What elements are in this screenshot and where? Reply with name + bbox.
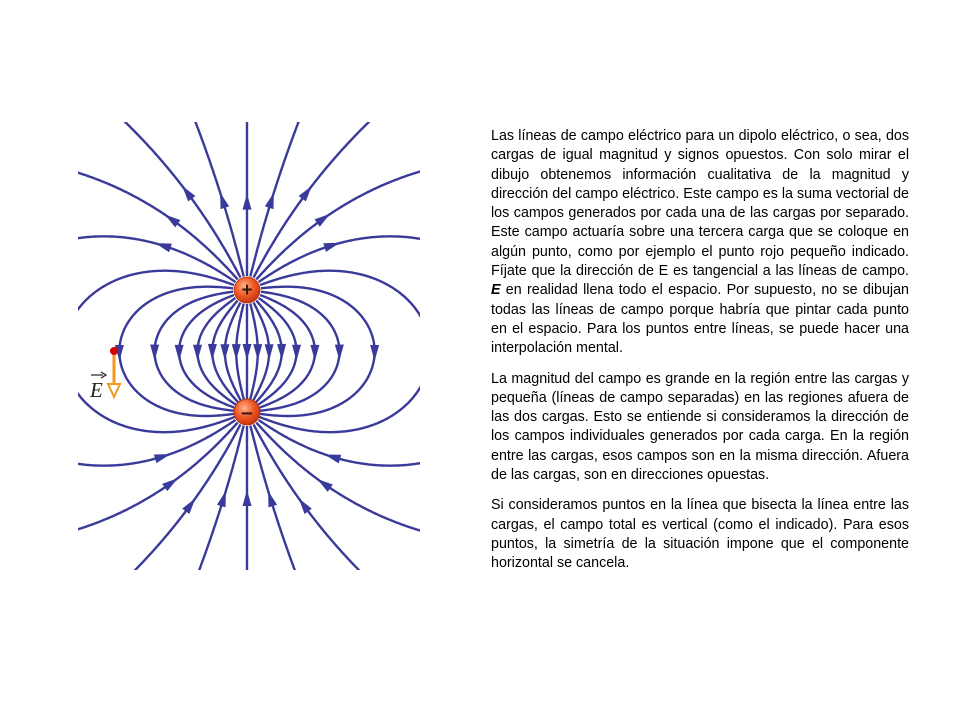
field-arrow-head: [220, 192, 229, 209]
paragraph-1-part-2: en realidad llena todo el espacio. Por supuesto, no se dibujan todas las líneas de campo porque habría que pintar cada punto en el espacio. Para los puntos entre líneas, se puede hacer una interpolación mental.: [491, 282, 909, 357]
paragraph-1: [491, 127, 909, 359]
field-arrow-head: [370, 345, 379, 361]
field-arrow-head: [220, 344, 229, 360]
field-arrow-head: [193, 345, 202, 361]
field-line: [78, 122, 240, 278]
field-arrow-head: [310, 345, 319, 361]
field-arrow-head: [323, 243, 340, 252]
field-line: [198, 298, 237, 405]
paragraph-2: La magnitud del campo es grande en la región entre las cargas y pequeña (líneas de campo separadas) en las regiones afuera de las dos cargas. Esto se entiende si consideramos la dirección de los campos individuales generados por cada carga. En la región entre las cargas, esos campos son en la misma dirección. Afuera de las cargas, son en direcciones opuestas.: [491, 370, 909, 484]
field-arrow-head: [335, 345, 344, 361]
dipole-field-figure: [78, 122, 420, 570]
field-arrow-head: [265, 344, 274, 360]
field-arrow-head: [317, 479, 333, 492]
explanation-text: [491, 127, 909, 585]
field-line: [257, 298, 296, 405]
paragraph-1-part-1: Las líneas de campo eléctrico para un dipolo eléctrico, o sea, dos cargas de igual magnitud y signos opuestos. Con solo mirar el dibujo obtenemos información cualitativa de la magnitud y dirección del campo eléctrico. Este campo es la suma vectorial de los campos generados por cada una de las cargas por separado. Este campo actuaría sobre una tercera carga que se coloque en algún punto, como por ejemplo el punto rojo pequeño indicado. Fíjate que la dirección de E es tangencial a las líneas de campo.: [491, 128, 909, 280]
positive-charge-label: +: [241, 280, 253, 301]
field-arrow-head: [315, 214, 331, 227]
test-point: [110, 347, 118, 355]
positive-charge: [234, 277, 260, 303]
field-line: [78, 160, 238, 280]
field-arrow-head: [268, 491, 277, 508]
field-arrow-head: [175, 345, 184, 361]
paragraph-3: Si consideramos puntos en la línea que bisecta la línea entre las cargas, el campo total es vertical (como el indicado). Para esos puntos, la simetría de la situación impone que el componente horizontal se cancela.: [491, 497, 909, 572]
field-arrow-head: [150, 345, 159, 361]
field-line: [256, 160, 420, 280]
field-arrow-head: [208, 344, 217, 360]
field-arrow-head: [253, 344, 262, 360]
negative-charge: [234, 399, 260, 425]
negative-charge-label: –: [241, 401, 253, 424]
field-line: [256, 423, 420, 543]
dipole-field-diagram: [78, 122, 420, 570]
field-arrow-head: [155, 243, 172, 252]
field-arrow-head: [243, 344, 252, 360]
paragraph-1-bold-e: E: [491, 282, 501, 299]
field-arrow-head: [243, 490, 252, 506]
field-arrow-head: [154, 454, 171, 463]
field-line: [78, 423, 238, 543]
field-arrow-head: [325, 455, 342, 464]
field-arrow-head: [243, 194, 252, 210]
e-field-vector: [108, 353, 120, 397]
field-arrow-head: [265, 192, 274, 209]
e-vector-letter: E: [90, 378, 103, 402]
field-arrow-head: [162, 478, 178, 491]
field-line: [78, 236, 236, 282]
field-arrow-head: [232, 344, 241, 360]
field-line: [254, 122, 421, 278]
field-arrow-head: [292, 345, 301, 361]
field-arrow-head: [277, 344, 286, 360]
field-arrow-head: [217, 491, 226, 508]
e-vector-label: [89, 372, 106, 402]
